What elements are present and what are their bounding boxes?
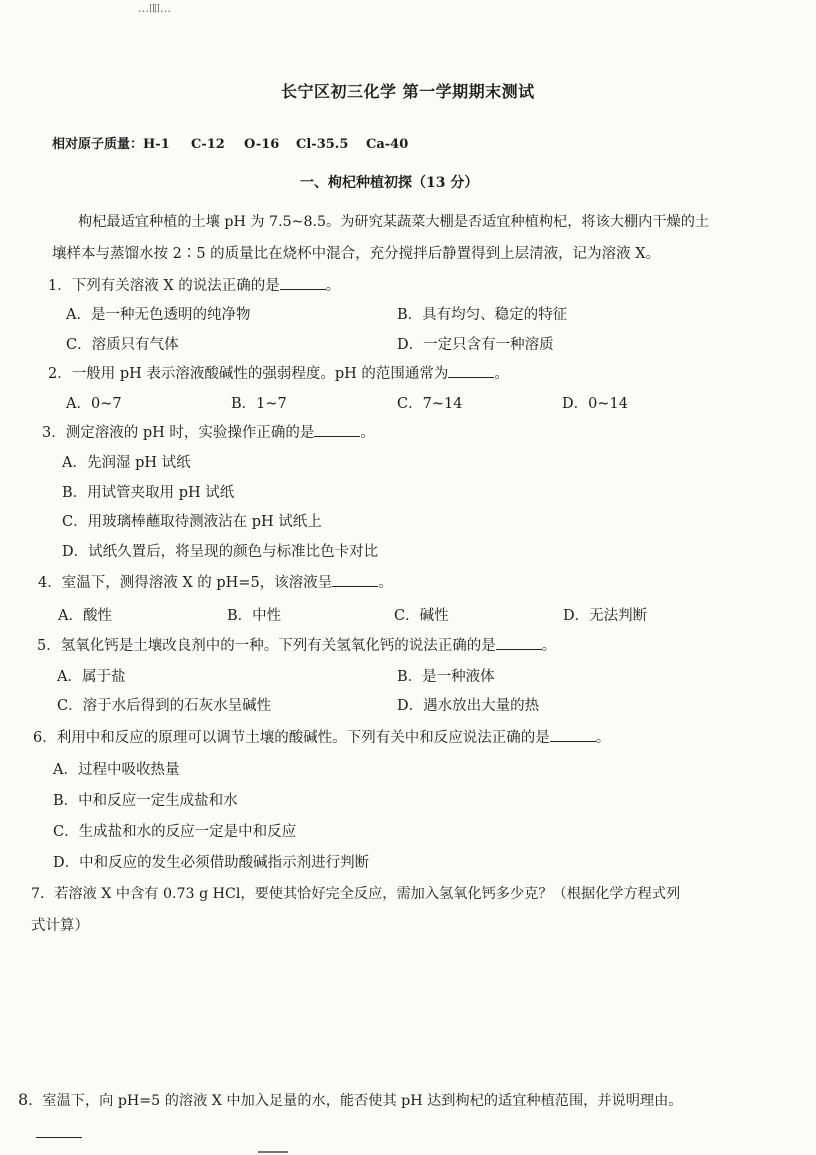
atomic-masses-label: 相对原子质量： — [52, 137, 144, 152]
mass-cl: Cl-35.5 — [296, 137, 349, 152]
q3-option-d: D．试纸久置后，将呈现的颜色与标准比色卡对比 — [62, 544, 379, 560]
question-6-text: 6．利用中和反应的原理可以调节土壤的酸碱性。下列有关中和反应说法正确的是 — [33, 730, 550, 746]
q4-option-d: D．无法判断 — [563, 608, 648, 624]
answer-blank-1[interactable] — [280, 277, 326, 290]
question-1-suffix: 。 — [325, 278, 341, 294]
question-5-text: 5．氢氧化钙是土壤改良剂中的一种。下列有关氢氧化钙的说法正确的是 — [37, 638, 496, 654]
header-fragment: …吅… — [138, 2, 171, 15]
q4-option-a: A．酸性 — [58, 608, 112, 624]
q5-option-a: A．属于盐 — [57, 669, 126, 685]
answer-line — [36, 1137, 82, 1138]
q5-option-b: B．是一种液体 — [397, 669, 495, 685]
question-5-suffix: 。 — [541, 638, 557, 654]
q1-option-b: B．具有均匀、稳定的特征 — [397, 307, 568, 323]
question-8 — [18, 1090, 683, 1110]
question-4-suffix: 。 — [378, 575, 393, 591]
q5-option-d: D．遇水放出大量的热 — [397, 698, 540, 714]
question-7-line-1: 7．若溶液 X 中含有 0.73 g HCl，要使其恰好完全反应，需加入氢氧化钙多少克？（根据化学方程式列 — [31, 886, 681, 902]
q3-option-c: C．用玻璃棒蘸取待测液沾在 pH 试纸上 — [62, 514, 322, 530]
q2-option-a: A．0~7 — [66, 396, 122, 412]
mass-o: O-16 — [244, 137, 280, 152]
question-8-number: 8 — [18, 1090, 29, 1109]
mass-ca: Ca-40 — [366, 137, 409, 152]
question-7-line-2: 式计算） — [31, 918, 89, 934]
q1-option-c: C．溶质只有气体 — [66, 337, 179, 353]
question-2-suffix: 。 — [494, 366, 509, 382]
section-heading: 一、枸杞种植初探（13 分） — [300, 175, 479, 191]
answer-blank-6[interactable] — [550, 729, 596, 742]
q6-option-b: B．中和反应一定生成盐和水 — [53, 793, 238, 809]
question-5 — [37, 634, 556, 655]
q2-option-d: D．0~14 — [562, 396, 628, 412]
question-3 — [42, 421, 375, 442]
q2-option-b: B．1~7 — [231, 396, 287, 412]
scan-mark — [258, 1151, 288, 1153]
q6-option-c: C．生成盐和水的反应一定是中和反应 — [53, 824, 297, 840]
answer-blank-5[interactable] — [496, 637, 542, 650]
atomic-masses — [52, 133, 408, 152]
question-3-text: 3．测定溶液的 pH 时，实验操作正确的是 — [42, 425, 315, 441]
intro-line-2: 壤样本与蒸馏水按 2∶5 的质量比在烧杯中混合，充分搅拌后静置得到上层清液，记为溶液 X。 — [52, 246, 661, 262]
intro-line-1: 枸杞最适宜种植的土壤 pH 为 7.5~8.5。为研究某蔬菜大棚是否适宜种植枸杞，将该大棚内干燥的土 — [78, 214, 710, 230]
question-6 — [33, 726, 610, 747]
answer-blank-3[interactable] — [314, 424, 360, 437]
question-2-text: 2．一般用 pH 表示溶液酸碱性的强弱程度。pH 的范围通常为 — [48, 366, 449, 382]
question-1-text: 1．下列有关溶液 X 的说法正确的是 — [48, 278, 280, 294]
mass-c: C-12 — [191, 137, 225, 152]
q2-option-c: C．7~14 — [397, 396, 463, 412]
q6-option-d: D．中和反应的发生必须借助酸碱指示剂进行判断 — [53, 855, 370, 871]
q5-option-c: C．溶于水后得到的石灰水呈碱性 — [57, 698, 272, 714]
question-2 — [48, 362, 509, 383]
q3-option-b: B．用试管夹取用 pH 试纸 — [62, 485, 235, 501]
question-4-text: 4．室温下，测得溶液 X 的 pH=5，该溶液呈 — [38, 575, 333, 591]
q1-option-d: D．一定只含有一种溶质 — [397, 337, 554, 353]
question-3-suffix: 。 — [360, 425, 375, 441]
question-6-suffix: 。 — [595, 730, 611, 746]
answer-blank-2[interactable] — [448, 365, 494, 378]
q1-option-a: A．是一种无色透明的纯净物 — [66, 307, 251, 323]
question-1 — [48, 274, 340, 295]
question-4 — [38, 571, 393, 592]
q3-option-a: A．先润湿 pH 试纸 — [62, 455, 191, 471]
q4-option-c: C．碱性 — [394, 608, 449, 624]
answer-blank-4[interactable] — [332, 574, 378, 587]
q4-option-b: B．中性 — [227, 608, 282, 624]
mass-h: H-1 — [143, 137, 170, 152]
q6-option-a: A．过程中吸收热量 — [53, 762, 180, 778]
question-8-text: ．室温下，向 pH=5 的溶液 X 中加入足量的水，能否使其 pH 达到枸杞的适宜种植范围，并说明理由。 — [28, 1093, 683, 1109]
page-title: 长宁区初三化学 第一学期期末测试 — [281, 82, 535, 101]
